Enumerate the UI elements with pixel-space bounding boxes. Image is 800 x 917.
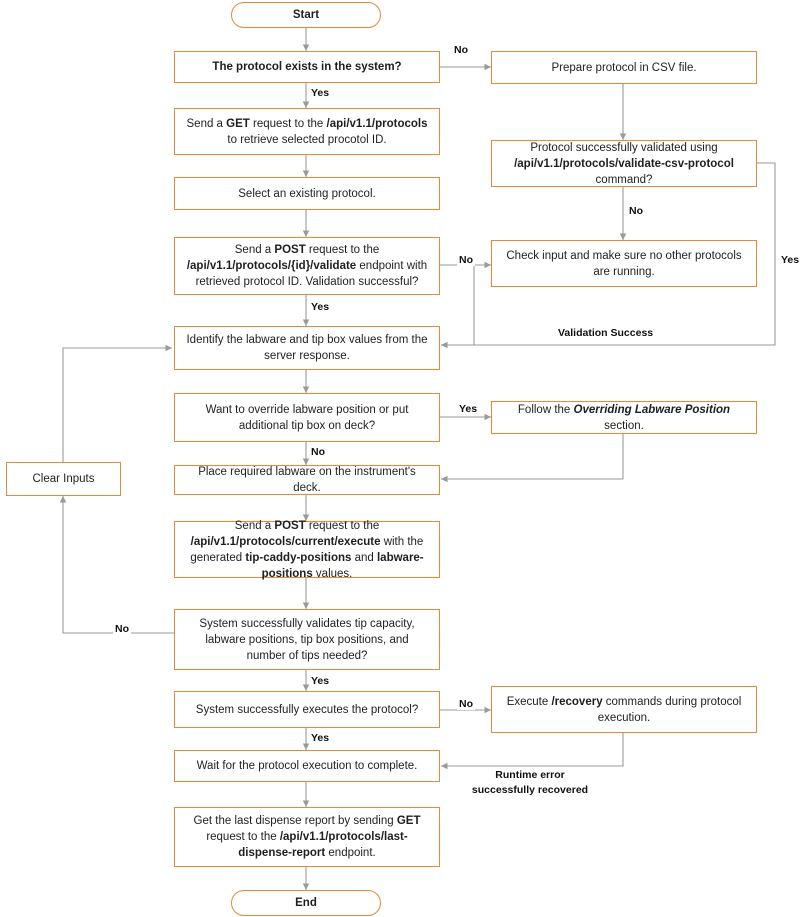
node-start[interactable]	[231, 2, 381, 28]
edge-label-no-system-validates: No	[115, 623, 129, 635]
edge-label-runtime-error-recovered-text: Runtime error successfully recovered	[471, 769, 589, 796]
edge-label-yes-validate-csv: Yes	[781, 254, 800, 266]
node-recovery[interactable]	[491, 686, 757, 733]
node-wait-complete-label: Wait for the protocol execution to complete.	[196, 760, 418, 772]
node-check-input-label: Check input and make sure no other protocols are running.	[506, 249, 742, 278]
node-post-validate[interactable]	[174, 237, 440, 295]
node-select-protocol-label: Select an existing protocol.	[238, 187, 376, 200]
node-override-question-label: Want to override labware position or put additional tip box on deck?	[205, 403, 409, 432]
node-system-executes-label: System successfully executes the protocol?	[195, 703, 419, 716]
node-identify-labware-label: Identify the labware and tip box values from the server response.	[186, 334, 428, 362]
node-end[interactable]	[231, 890, 381, 916]
edge-label-validation-success: Validation Success	[558, 327, 654, 339]
node-protocol-exists-label: The protocol exists in the system?	[212, 61, 402, 73]
node-clear-inputs-label: Clear Inputs	[32, 473, 95, 485]
node-override-question[interactable]	[174, 393, 440, 442]
node-check-input[interactable]	[491, 240, 757, 287]
edge-label-yes-system-executes: Yes	[311, 732, 330, 744]
edge-label-no-exists: No	[454, 44, 468, 56]
node-system-validates-label: System successfully validates tip capacity, labware positions, tip box positions, and number of tips needed?	[199, 617, 415, 662]
node-prepare-csv[interactable]	[491, 51, 757, 84]
node-last-dispense-report-label: Get the last dispense report by sending GET request to the /api/v1.1/protocols/last-dispense-report endpoint.	[193, 815, 421, 859]
edge-label-yes-system-validates: Yes	[311, 675, 330, 687]
edge-label-no-post-validate: No	[459, 254, 473, 266]
node-protocol-exists[interactable]	[174, 51, 440, 83]
node-follow-override[interactable]	[491, 401, 757, 434]
node-post-execute-label: Send a POST request to the /api/v1.1/protocols/current/execute with the generated tip-caddy-positions and labware-positions values.	[190, 519, 424, 580]
node-clear-inputs[interactable]	[6, 462, 121, 496]
node-place-labware-label: Place required labware on the instrument's deck.	[198, 466, 416, 494]
node-end-label: End	[295, 897, 317, 909]
node-system-validates[interactable]	[174, 609, 440, 670]
node-place-labware[interactable]	[174, 465, 440, 495]
node-wait-complete[interactable]	[174, 750, 440, 782]
node-get-protocols-label: Send a GET request to the /api/v1.1/protocols to retrieve selected procotol ID.	[186, 117, 428, 146]
edge-label-yes-exists: Yes	[311, 87, 330, 99]
node-prepare-csv-label: Prepare protocol in CSV file.	[551, 61, 697, 74]
node-last-dispense-report[interactable]	[174, 807, 440, 867]
node-validate-csv[interactable]	[491, 140, 757, 187]
node-post-execute[interactable]	[174, 521, 440, 578]
edge-label-yes-post-validate: Yes	[311, 301, 330, 313]
node-select-protocol[interactable]	[174, 177, 440, 210]
node-follow-override-label: Follow the Overriding Labware Position section.	[517, 403, 731, 432]
node-start-label: Start	[292, 9, 320, 21]
node-post-validate-label: Send a POST request to the /api/v1.1/protocols/{id}/validate endpoint with retrieved protocol ID. Validation successful?	[186, 244, 428, 288]
edge-label-yes-override: Yes	[459, 403, 478, 415]
edge-label-no-override: No	[311, 446, 325, 458]
edge-label-no-validate-csv: No	[629, 205, 643, 217]
node-get-protocols[interactable]	[174, 108, 440, 155]
node-validate-csv-label: Protocol successfully validated using /api/v1.1/protocols/validate-csv-protocol command?	[514, 141, 734, 186]
edge-label-no-system-executes: No	[459, 698, 473, 710]
node-recovery-label: Execute /recovery commands during protocol execution.	[506, 695, 742, 724]
edge-label-runtime-error-recovered	[468, 768, 592, 798]
node-system-executes[interactable]	[174, 691, 440, 728]
node-identify-labware[interactable]	[174, 326, 440, 370]
